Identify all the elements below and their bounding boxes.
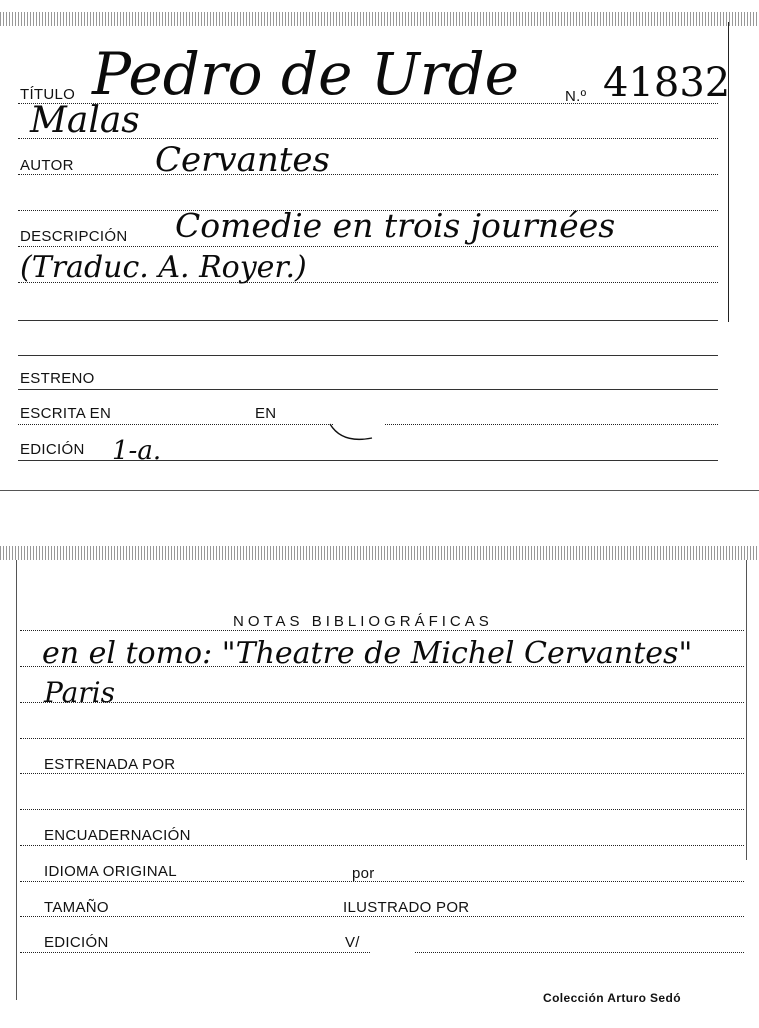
rule-blank-3 bbox=[18, 355, 718, 356]
edicion-label: EDICIÓN bbox=[20, 441, 85, 458]
titulo-value-line2: Malas bbox=[30, 100, 140, 141]
descripcion-value: Comedie en trois journées bbox=[175, 206, 616, 245]
descripcion-value-line2: (Traduc. A. Royer.) bbox=[20, 250, 307, 285]
encuadernacion-label: ENCUADERNACIÓN bbox=[44, 827, 191, 844]
por-label: por bbox=[352, 865, 375, 882]
rule-escrita-en bbox=[18, 424, 333, 425]
card-top-edge bbox=[0, 546, 759, 560]
autor-value: Cervantes bbox=[155, 140, 330, 180]
ink-stroke bbox=[328, 420, 378, 446]
notas-value: en el tomo: "Theatre de Michel Cervantes" bbox=[42, 636, 693, 671]
rule-idioma-original bbox=[20, 881, 744, 882]
card-left-edge bbox=[16, 560, 17, 1000]
card-top-edge bbox=[0, 12, 759, 26]
en-label: EN bbox=[255, 405, 277, 422]
ilustrado-por-label: ILUSTRADO POR bbox=[343, 899, 470, 916]
notas-bibliograficas-heading: NOTAS BIBLIOGRÁFICAS bbox=[233, 613, 493, 630]
rule-edicion-right bbox=[415, 952, 744, 953]
collection-footer: Colección Arturo Sedó bbox=[543, 991, 681, 1005]
autor-label: AUTOR bbox=[20, 157, 74, 174]
rule-descripcion bbox=[18, 246, 718, 247]
catalog-card-front bbox=[0, 0, 759, 500]
v-label: V/ bbox=[345, 934, 360, 951]
rule-escrita-en-right bbox=[385, 424, 718, 425]
estrenada-por-label: ESTRENADA POR bbox=[44, 756, 176, 773]
rule-blank-1 bbox=[20, 738, 744, 739]
escrita-en-label: ESCRITA EN bbox=[20, 405, 112, 422]
rule-autor bbox=[18, 174, 718, 175]
rule-notas-3 bbox=[20, 702, 744, 703]
rule-notas bbox=[20, 630, 744, 631]
notas-value-line2: Paris bbox=[44, 676, 115, 709]
rule-blank-2 bbox=[18, 320, 718, 321]
rule-tamano bbox=[20, 916, 744, 917]
rule-estreno bbox=[18, 389, 718, 390]
edicion-value: 1-a. bbox=[112, 436, 162, 466]
card-right-edge bbox=[746, 560, 747, 860]
rule-blank-2 bbox=[20, 809, 744, 810]
estreno-label: ESTRENO bbox=[20, 370, 95, 387]
edicion-label: EDICIÓN bbox=[44, 934, 109, 951]
card-bottom-edge bbox=[0, 490, 759, 491]
rule-estrenada-por bbox=[20, 773, 744, 774]
catalog-card-back bbox=[0, 540, 759, 1010]
numero-value: 41832 bbox=[603, 60, 731, 106]
numero-label: N.º bbox=[565, 88, 587, 105]
descripcion-label: DESCRIPCIÓN bbox=[20, 228, 128, 245]
titulo-label: TÍTULO bbox=[20, 86, 76, 103]
idioma-original-label: IDIOMA ORIGINAL bbox=[44, 863, 177, 880]
rule-edicion bbox=[20, 952, 370, 953]
titulo-value: Pedro de Urde bbox=[92, 40, 519, 108]
rule-encuadernacion bbox=[20, 845, 744, 846]
tamano-label: TAMAÑO bbox=[44, 899, 109, 916]
